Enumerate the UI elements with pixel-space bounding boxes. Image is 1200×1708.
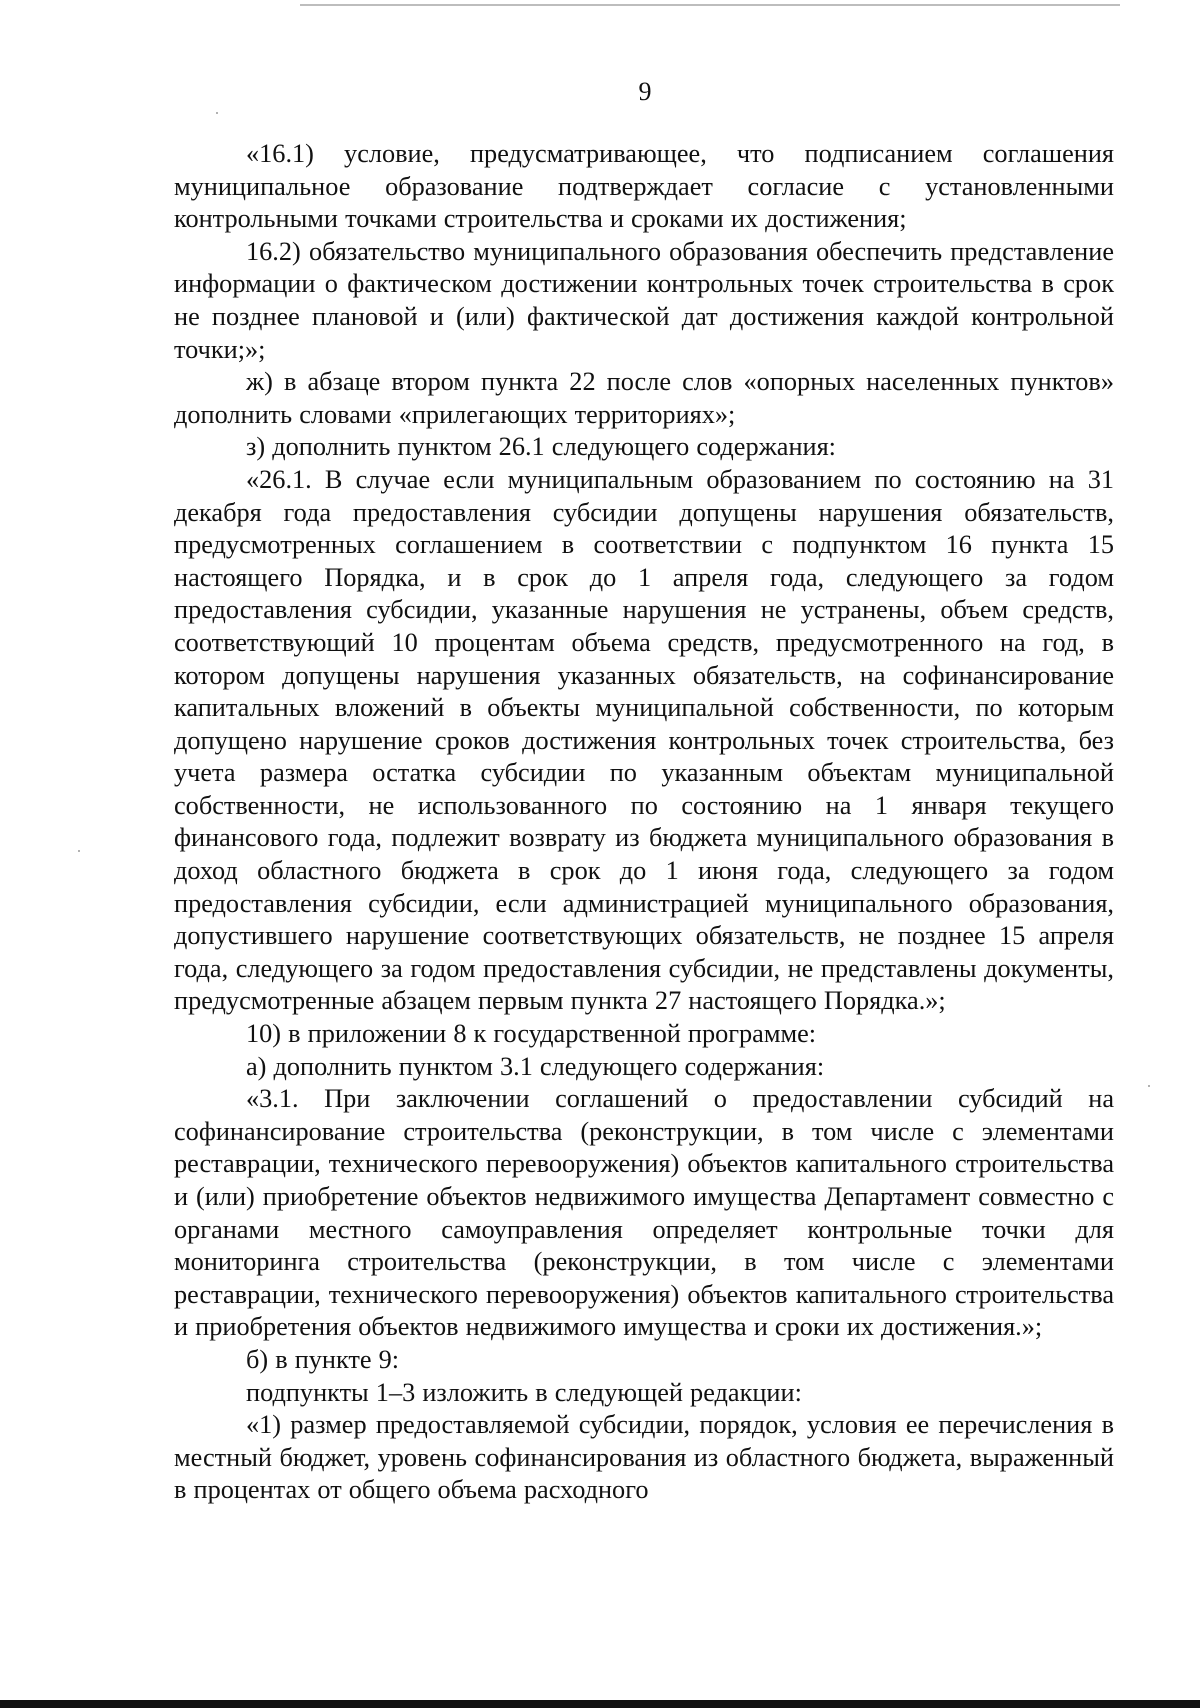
paragraph-zh: ж) в абзаце втором пункта 22 после слов «опорных населенных пунктов» дополнить словами «прилегающих территориях»;	[174, 367, 1114, 429]
paragraph-z: з) дополнить пунктом 26.1 следующего содержания:	[246, 432, 836, 462]
paragraph-3-1: «3.1. При заключении соглашений о предоставлении субсидий на софинансирование строительства (реконструкции, в том числе с элементами реставрации, технического перевооружения) объектов капитального строительства и (или) приобретение объектов недвижимого имущества Департамент совместно с органами местного самоуправления определяет контрольные точки для мониторинга строительства (реконструкции, в том числе с элементами реставрации, технического перевооружения) объектов капитального строительства и приобретения объектов недвижимого имущества и сроки их достижения.»;	[174, 1084, 1114, 1342]
scan-top-rule	[300, 4, 1120, 6]
paragraph-subpoints: подпункты 1–3 изложить в следующей редакции:	[246, 1377, 802, 1407]
paragraph-10: 10) в приложении 8 к государственной программе:	[246, 1019, 817, 1049]
scan-bottom-rule	[0, 1700, 1200, 1708]
paragraph-1: «1) размер предоставляемой субсидии, порядок, условия ее перечисления в местный бюджет, уровень софинансирования из областного бюджета, выраженный в процентах от общего объема расходного	[174, 1410, 1114, 1505]
scan-speck	[78, 850, 80, 852]
scan-speck	[216, 112, 218, 114]
paragraph-26-1: «26.1. В случае если муниципальным образованием по состоянию на 31 декабря года предоставления субсидии допущены нарушения обязательств, предусмотренных соглашением в соответствии с подпунктом 16 пункта 15 настоящего Порядка, и в срок до 1 апреля года, следующего за годом предоставления субсидии, указанные нарушения не устранены, объем средств, соответствующий 10 процентам объема средств, предусмотренного на год, в котором допущены нарушения указанных обязательств, на софинансирование капитальных вложений в объекты муниципальной собственности, по которым допущено нарушение сроков достижения контрольных точек строительства, без учета размера остатка субсидии по указанным объектам муниципальной собственности, не использованного по состоянию на 1 января текущего финансового года, подлежит возврату из бюджета муниципального образования в доход областного бюджета в срок до 1 июня года, следующего за годом предоставления субсидии, если администрацией муниципального образования, допустившего нарушение соответствующих обязательств, не позднее 15 апреля года, следующего за годом предоставления субсидии, не представлены документы, предусмотренные абзацем первым пункта 27 настоящего Порядка.»;	[174, 464, 1114, 1016]
paragraph-b: б) в пункте 9:	[246, 1344, 400, 1374]
page-number: 9	[638, 77, 652, 106]
paragraph-16-1: «16.1) условие, предусматривающее, что подписанием соглашения муниципальное образование подтверждает согласие с установленными контрольными точками строительства и сроками их достижения;	[174, 139, 1114, 234]
paragraph-16-2: 16.2) обязательство муниципального образования обеспечить представление информации о фактическом достижении контрольных точек строительства в срок не позднее плановой и (или) фактической дат достижения каждой контрольной точки;»;	[174, 236, 1114, 364]
document-body	[174, 138, 1114, 1507]
paragraph-a: а) дополнить пунктом 3.1 следующего содержания:	[246, 1051, 825, 1081]
scan-speck	[1148, 1085, 1150, 1087]
